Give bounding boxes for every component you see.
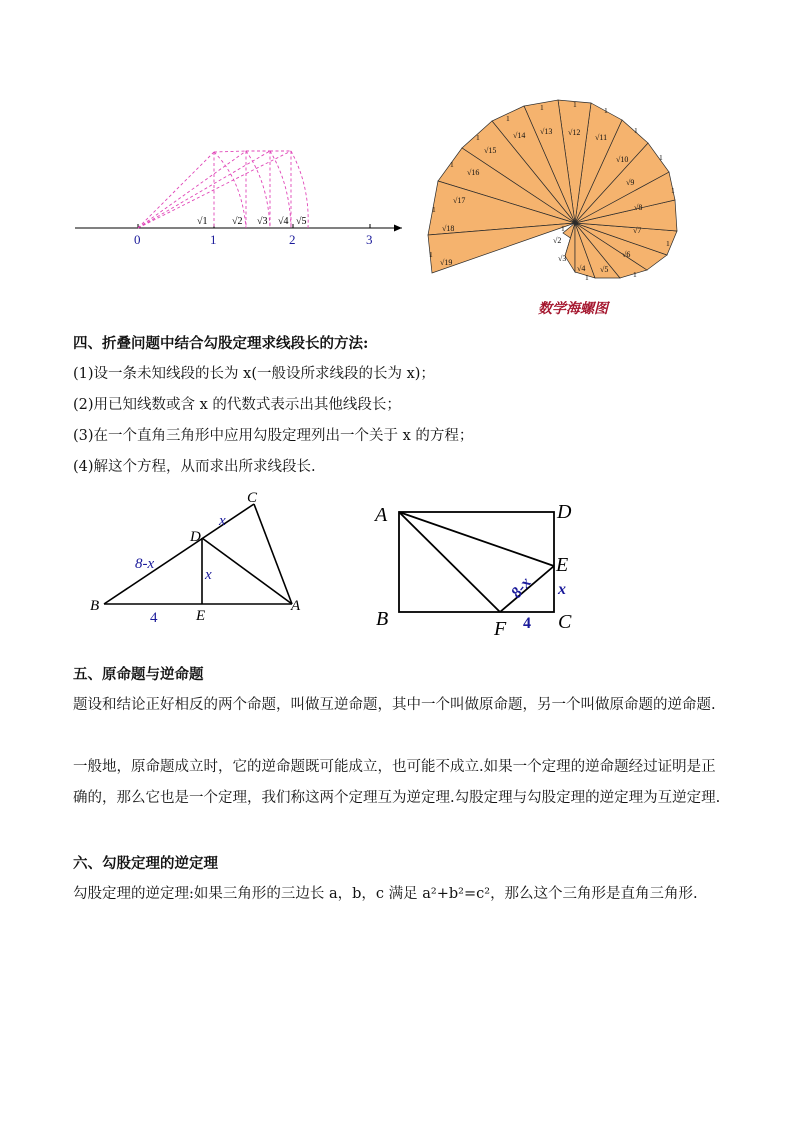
section4-heading: 四、折叠问题中结合勾股定理求线段长的方法: — [73, 335, 369, 352]
section5-paragraph: 一般地，原命题成立时，它的逆命题既可能成立，也可能不成立.如果一个定理的逆命题经过证明是正确的，那么它也是一个定理，我们称这两个定理互为逆定理.勾股定理与勾股定理的逆定理为互逆定理. — [73, 759, 721, 806]
sqrt-spiral-figure — [420, 95, 690, 317]
vertex-label-D: D — [557, 501, 572, 523]
sqrt-label: √6 — [622, 250, 631, 259]
svg-text:1: 1 — [573, 100, 577, 109]
sqrt-label: √3 — [558, 254, 567, 263]
svg-text:1: 1 — [561, 224, 565, 233]
svg-text:1: 1 — [450, 160, 454, 169]
sqrt-label: √9 — [626, 178, 635, 187]
sqrt-label: √12 — [568, 128, 581, 137]
segment-label-be: 4 — [150, 610, 158, 626]
vertex-label-A: A — [291, 598, 301, 614]
tick-label-2: 2 — [289, 232, 296, 247]
sqrt-label: √16 — [467, 168, 480, 177]
root-label: √3 — [257, 216, 268, 227]
triangle-fold-figure — [82, 490, 322, 630]
sqrt-label: √2 — [553, 236, 562, 245]
tick-label-1: 1 — [210, 232, 217, 247]
spiral-caption: 数学海螺图 — [538, 301, 608, 317]
root-label: √2 — [232, 216, 243, 227]
sqrt-label: √17 — [453, 196, 466, 205]
svg-text:1: 1 — [671, 186, 675, 195]
tick-label-3: 3 — [366, 232, 373, 247]
rectangle-fold-figure — [370, 495, 590, 640]
section4-step: (2)用已知线数或含 x 的代数式表示出其他线段长； — [73, 397, 401, 413]
number-line-figure — [70, 140, 410, 255]
root-label: √4 — [278, 216, 289, 227]
section6-heading: 六、勾股定理的逆定理 — [73, 855, 218, 872]
vertex-label-C: C — [247, 490, 258, 506]
segment-label-bd: 8-x — [135, 556, 155, 572]
svg-text:1: 1 — [633, 270, 637, 279]
section4-step: (3)在一个直角三角形中应用勾股定理列出一个关于 x 的方程； — [73, 428, 474, 444]
root-label: √1 — [197, 216, 208, 227]
sqrt-label: √7 — [633, 226, 642, 235]
sqrt-label: √14 — [513, 131, 526, 140]
sqrt-label: √18 — [442, 224, 455, 233]
svg-text:1: 1 — [666, 239, 670, 248]
svg-text:1: 1 — [604, 106, 608, 115]
vertex-label-C: C — [558, 611, 572, 633]
svg-text:1: 1 — [634, 126, 638, 135]
segment-label-ec: x — [558, 581, 566, 598]
section4-step: (1)设一条未知线段的长为 x(一般设所求线段的长为 x)； — [73, 366, 435, 382]
segment-label-ef: 8-x — [508, 574, 535, 602]
section5-heading: 五、原命题与逆命题 — [73, 666, 204, 683]
sqrt-label: √5 — [600, 265, 609, 274]
sqrt-label: √19 — [440, 258, 453, 267]
vertex-label-E: E — [556, 554, 569, 576]
sqrt-label: √11 — [595, 133, 608, 142]
section4-step: (4)解这个方程，从而求出所求线段长. — [73, 459, 316, 475]
segment-label-fc: 4 — [523, 615, 531, 632]
vertex-label-B: B — [376, 608, 389, 630]
section5-paragraph: 题设和结论正好相反的两个命题，叫做互逆命题，其中一个叫做原命题，另一个叫做原命题的逆命题. — [73, 697, 716, 713]
root-label: √5 — [296, 216, 307, 227]
vertex-label-D: D — [190, 529, 201, 545]
section6-paragraph — [73, 879, 723, 910]
svg-text:1: 1 — [659, 153, 663, 162]
svg-text:1: 1 — [429, 250, 433, 259]
svg-text:1: 1 — [432, 205, 436, 214]
sqrt-label: √15 — [484, 146, 497, 155]
theorem-formula: a²+b²=c² — [422, 886, 491, 902]
sqrt-label: √8 — [634, 203, 643, 212]
vertex-label-B: B — [90, 598, 100, 614]
svg-text:1: 1 — [476, 133, 480, 142]
vertex-label-E: E — [196, 608, 206, 624]
sqrt-label: √10 — [616, 155, 629, 164]
sqrt-label: √4 — [577, 264, 586, 273]
segment-label-de: x — [205, 567, 212, 583]
tick-label-0: 0 — [134, 232, 141, 247]
vertex-label-A: A — [375, 504, 388, 526]
theorem-text-end: ，那么这个三角形是直角三角形. — [490, 886, 698, 902]
sqrt-label: √13 — [540, 127, 553, 136]
axis-arrow-icon — [394, 225, 402, 232]
segment-label-dc: x — [219, 513, 226, 529]
svg-text:1: 1 — [540, 103, 544, 112]
theorem-text: 勾股定理的逆定理:如果三角形的三边长 a，b，c 满足 — [73, 886, 423, 902]
svg-text:1: 1 — [506, 114, 510, 123]
svg-text:1: 1 — [585, 273, 589, 282]
vertex-label-F: F — [494, 618, 507, 640]
